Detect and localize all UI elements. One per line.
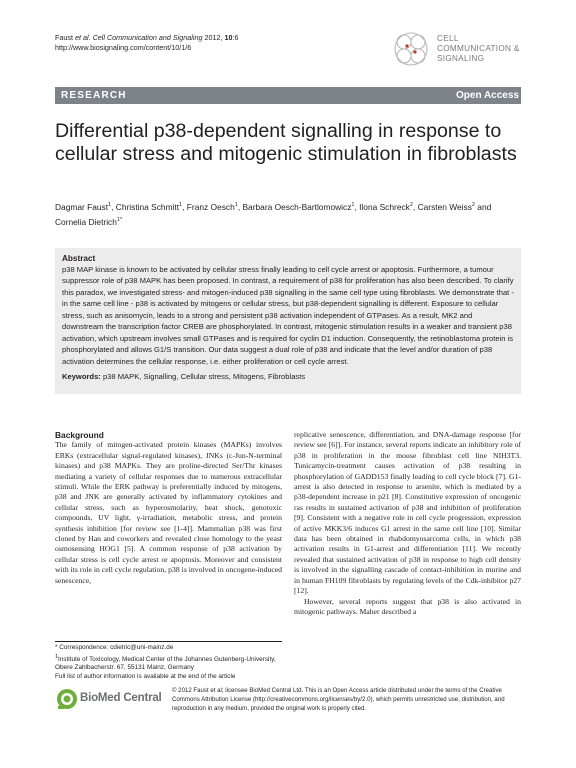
citation-journal: Cell Communication and Signaling bbox=[92, 33, 203, 42]
citation-header bbox=[55, 33, 238, 53]
affiliation: $^1$Institute of Toxicology, Medical Center of the Johannes Gutenberg-University, Obere Zahlbacherstr. 67, 55131 Mainz, Germany bbox=[55, 653, 276, 672]
abstract-heading: Abstract bbox=[62, 254, 96, 263]
license-text: © 2012 Faust et al; licensee BioMed Central Ltd. This is an Open Access article distributed under the terms of the Creative Commons Attribution License (http://creativecommons.org/licenses/by/2.0), which permits unrestricted use, distribution, and reproduction in any medium, provided the original work is properly cited. bbox=[172, 687, 505, 712]
citation-url[interactable]: http://www.biosignaling.com/content/10/1/6 bbox=[55, 43, 192, 52]
article-type-label: RESEARCH bbox=[61, 90, 127, 101]
correspondence: * Correspondence: cdietric@uni-mainz.de bbox=[55, 644, 174, 651]
body-column-right bbox=[294, 430, 521, 617]
body-column-left bbox=[55, 430, 282, 586]
logo-line-3: SIGNALING bbox=[437, 54, 485, 64]
citation-line bbox=[55, 33, 238, 43]
journal-logo-text bbox=[437, 34, 520, 65]
author-info-note: Full list of author information is available at the end of the article bbox=[55, 672, 236, 680]
footnote bbox=[55, 644, 295, 682]
abstract-box bbox=[55, 248, 521, 394]
background-paragraph-1: The family of mitogen-activated protein kinases (MAPKs) involves ERKs (extracellular signal-regulated kinases), JNKs (c-Jun-N-terminal kinases) and p38 MAPKs. They are proline-directed Ser/Thr kinases mediating a variety of cellular responses due to numerous extracellular stimuli. While the ERK pathway is preferentially induced by mitogens, p38 and JNK are generally activated by inflammatory cytokines and cellular stress, such as hyperosmolarity, heat shock, genotoxic compounds, UV light, γ-irradiation, metabolic stress, and protein synthesis inhibition [for review see [1-4]]. Mammalian p38 was first cloned by Han and coworkers and revealed close homology to the yeast osmosensing HOG1 [5]. A common response of p38 activation by cellular stress is cell cycle arrest or apoptosis. Moreover and consistent with its role in cell cycle regulation, p38 is involved in oncogene-induced senescence, bbox=[55, 440, 282, 585]
citation-etal: et al. bbox=[74, 33, 91, 42]
background-paragraph-2: replicative senescence, differentiation, and DNA-damage response [for review see [6]]. For instance, several reports indicate an inhibitory role of p38 in proliferation in the mouse fibroblast cell line NIH3T3. Tunicamycin-treatment causes activation of p38 resulting in phosphorylation of GADD153 finally leading to cell cycle block [7]. G1-arrest is also detected in response to arsenite, which is mediated by a p38-dependent increase in p21 [8]. Constitutive expression of oncogenic ras results in sustained activation of p38 and inhibition of proliferation [9]. Consistent with a negative role in cell cycle progression, expression of active MKK3/6 induces G1 arrest in the same cell line [10]. Similar data has been obtained in rhabdomyosarcoma cells, in which p38 activation results in G1-arrest and differentiation [11]. We recently revealed that sustained activation of p38 in response to high cell density is involved in the signalling cascade of contact-inhibition in murine and in human FH109 fibroblasts by regulating levels of the Cdk-inhibitor p27 [12]. bbox=[294, 430, 521, 596]
author-list bbox=[55, 199, 523, 230]
author: Ilona Schreck$^2$, bbox=[359, 201, 418, 212]
article-title: Differential p38-dependent signalling in response to cellular stress and mitogenic stimulation in fibroblasts bbox=[55, 120, 517, 166]
abstract-body: p38 MAP kinase is known to be activated by cellular stress finally leading to cell cycle arrest or apoptosis. Furthermore, a tumour suppressor role of p38 MAPK has been proposed. In contrast, a requirement of p38 for proliferation has also been described. To clarify this paradox, we investigated stress- and mitogen-induced p38 signalling in the same cell type using fibroblasts. We demonstrate that - in the same cell line - p38 is activated by mitogens or cellular stress, but p38-dependent signalling is different. Exposure to cellular stress, such as anisomycin, leads to a strong and persistent p38 activation independent of GTPases. As a result, MK2 and downstream the transcription factor CREB are phosphorylated. In contrast, mitogenic stimulation results in a weaker and transient p38 activation, which upstream involves small GTPases and is required for cyclin D1 induction. Consequently, the retinoblastoma protein is phosphorylated and allows G1/S transition. Our data suggest a dual role of p38 and indicate that the level and/or duration of p38 activation determines the cellular response, i.e. either proliferation or cell cycle arrest. bbox=[62, 265, 514, 366]
citation-volume: 10 bbox=[224, 33, 233, 42]
keywords bbox=[62, 371, 514, 382]
author: Christina Schmitt$^1$, bbox=[115, 201, 187, 212]
logo-line-1: CELL bbox=[437, 34, 459, 43]
open-access-label: Open Access bbox=[456, 90, 519, 101]
authors-and: and bbox=[477, 201, 492, 212]
author: Barbara Oesch-Bartlomowicz$^1$, bbox=[242, 201, 360, 212]
author: Carsten Weiss$^2$ bbox=[417, 201, 475, 212]
publisher-name: BioMed Central bbox=[80, 692, 162, 704]
author: Dagmar Faust$^1$, bbox=[55, 201, 116, 212]
background-heading: Background bbox=[55, 430, 104, 440]
author: Franz Oesch$^1$, bbox=[186, 201, 243, 212]
author: Cornelia Dietrich$^{1*}$ bbox=[55, 217, 123, 228]
background-paragraph-3: However, several reports suggest that p38 is also activated in mitogenic pathways. Maher described a bbox=[294, 596, 521, 616]
keywords-list: p38 MAPK, Signalling, Cellular stress, Mitogens, Fibroblasts bbox=[102, 372, 306, 382]
logo-line-2: COMMUNICATION & bbox=[437, 44, 520, 54]
citation-article-number: :6 bbox=[232, 33, 239, 42]
citation-authors: Faust bbox=[55, 33, 73, 42]
keywords-label: Keywords: bbox=[62, 372, 101, 382]
footnote-divider bbox=[55, 641, 282, 642]
citation-year: 2012, bbox=[204, 33, 223, 42]
